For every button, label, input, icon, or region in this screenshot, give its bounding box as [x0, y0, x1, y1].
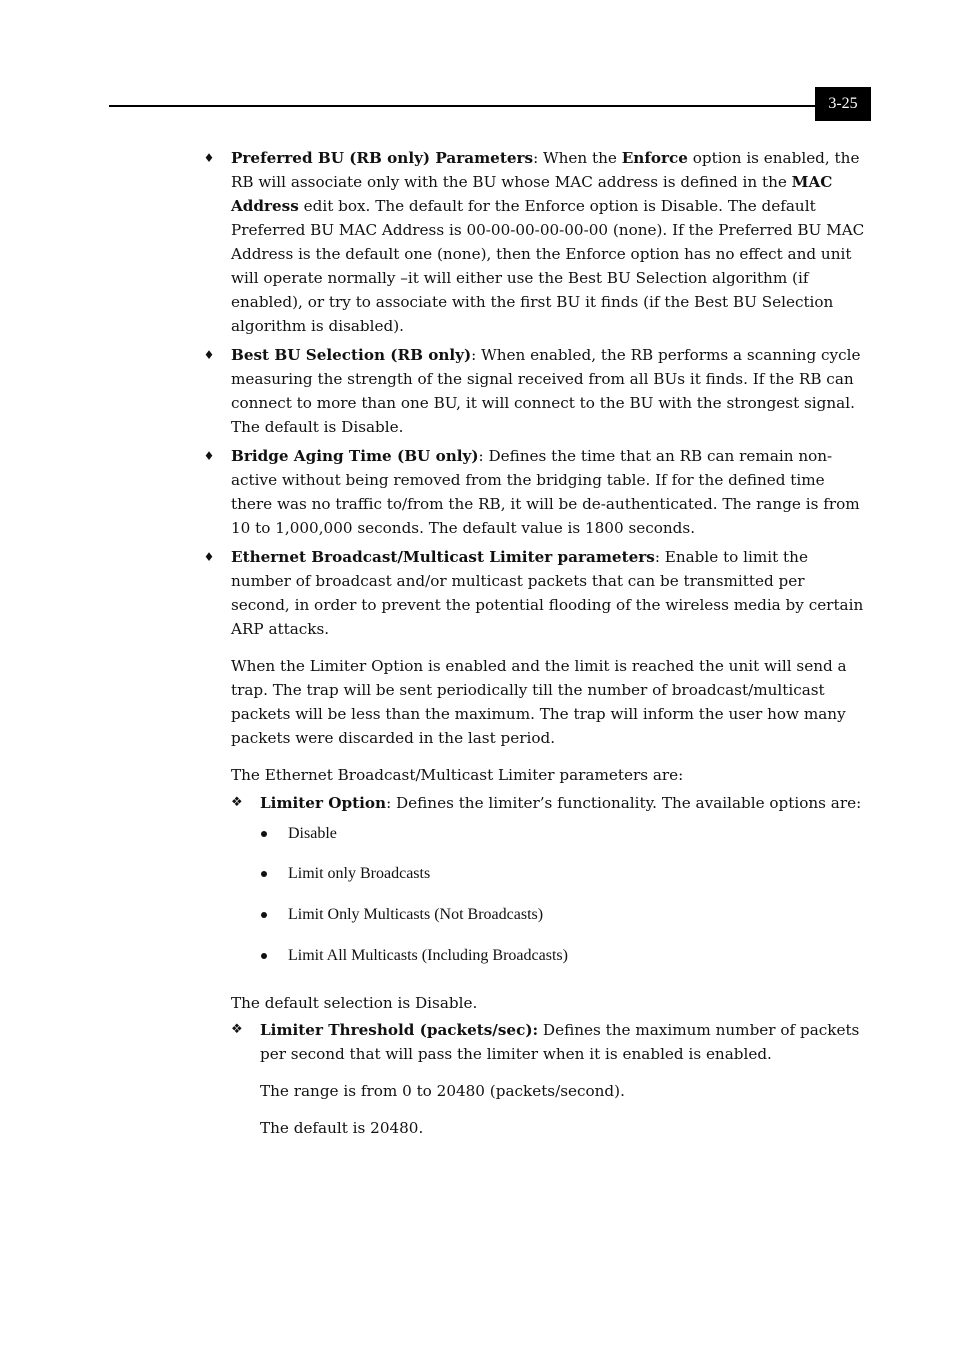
- bullet-item-best-bu: [200, 343, 865, 439]
- term-best-bu: Best BU Selection (RB only): [231, 346, 472, 364]
- item-text: : Defines the time that an RB can remain non-active without being removed from the bridging table. If for the defined time there was no traffic to/from the RB, it will be de-authenticated. The range is from 10 to 1,000,000 seconds. The default value is 1800 seconds.: [231, 447, 860, 537]
- bullet-dot-icon: [261, 831, 267, 837]
- threshold-default: The default is 20480.: [260, 1119, 424, 1137]
- limiter-options-list: [260, 822, 865, 968]
- list-item: [260, 944, 865, 968]
- list-item: [260, 822, 865, 846]
- item-text: : Defines the limiter’s functionality. The available options are:: [386, 794, 862, 812]
- limiter-option-item: [231, 791, 865, 815]
- term-limiter-threshold: Limiter Threshold (packets/sec):: [260, 1021, 539, 1039]
- list-item: [260, 903, 865, 927]
- limiter-paragraph: When the Limiter Option is enabled and the limit is reached the unit will send a trap. The trap will be sent periodically till the number of broadcast/multicast packets will be less than the maximum. The trap will inform the user how many packets were discarded in the last period.: [231, 657, 847, 747]
- bullet-item-bridge-aging: [200, 444, 865, 540]
- header-rule: [109, 105, 817, 107]
- document-body: [200, 146, 865, 1140]
- diamond-bullet-icon: ♦: [203, 550, 215, 564]
- default-selection: The default selection is Disable.: [231, 994, 478, 1012]
- bullet-dot-icon: [261, 871, 267, 877]
- diamond-bullet-icon: ♦: [203, 348, 215, 362]
- item-text: Defines the maximum number of packets per second that will pass the limiter when it is enabled is enabled.: [260, 1021, 860, 1063]
- term-mac-address: MAC Address: [231, 173, 833, 215]
- fleuron-bullet-icon: ❖: [231, 795, 243, 810]
- bullet-dot-icon: [261, 953, 267, 959]
- page-number: 3-25: [815, 87, 871, 121]
- item-text: edit box. The default for the Enforce option is Disable. The default Preferred BU MAC Address is 00-00-00-00-00-00 (none). If the Preferred BU MAC Address is the default one (none), then the Enforce option has no effect and unit will operate normally –it will either use the Best BU Selection algorithm (if enabled), or try to associate with the first BU it finds (if the Best BU Selection algorithm is disabled).: [231, 197, 865, 335]
- term-bridge-aging: Bridge Aging Time (BU only): [231, 447, 479, 465]
- diamond-bullet-icon: ♦: [203, 151, 215, 165]
- fleuron-bullet-icon: ❖: [231, 1022, 243, 1037]
- item-text: : When the: [533, 149, 622, 167]
- diamond-bullet-icon: ♦: [203, 449, 215, 463]
- bullet-item-limiter: [200, 545, 865, 641]
- threshold-range: The range is from 0 to 20480 (packets/second).: [260, 1082, 625, 1100]
- option-label: Limit Only Multicasts (Not Broadcasts): [288, 906, 544, 923]
- option-label: Limit All Multicasts (Including Broadcasts): [288, 947, 568, 964]
- option-label: Disable: [288, 825, 337, 842]
- limiter-threshold-item: [231, 1018, 865, 1066]
- bullet-item-preferred-bu: [200, 146, 865, 338]
- term-preferred-bu: Preferred BU (RB only) Parameters: [231, 149, 534, 167]
- item-text: : When enabled, the RB performs a scanning cycle measuring the strength of the signal received from all BUs it finds. If the RB can connect to more than one BU, it will connect to the BU with the strongest signal. The default is Disable.: [231, 346, 861, 436]
- limiter-intro: The Ethernet Broadcast/Multicast Limiter parameters are:: [231, 766, 684, 784]
- bullet-dot-icon: [261, 912, 267, 918]
- term-limiter-option: Limiter Option: [260, 794, 387, 812]
- term-enforce: Enforce: [621, 149, 688, 167]
- term-limiter: Ethernet Broadcast/Multicast Limiter parameters: [231, 548, 655, 566]
- item-text: : Enable to limit the number of broadcast and/or multicast packets that can be transmitted per second, in order to prevent the potential flooding of the wireless media by certain ARP attacks.: [231, 548, 864, 638]
- list-item: [260, 862, 865, 886]
- item-text: option is enabled, the RB will associate only with the BU whose MAC address is defined in the: [231, 149, 860, 191]
- option-label: Limit only Broadcasts: [288, 865, 431, 882]
